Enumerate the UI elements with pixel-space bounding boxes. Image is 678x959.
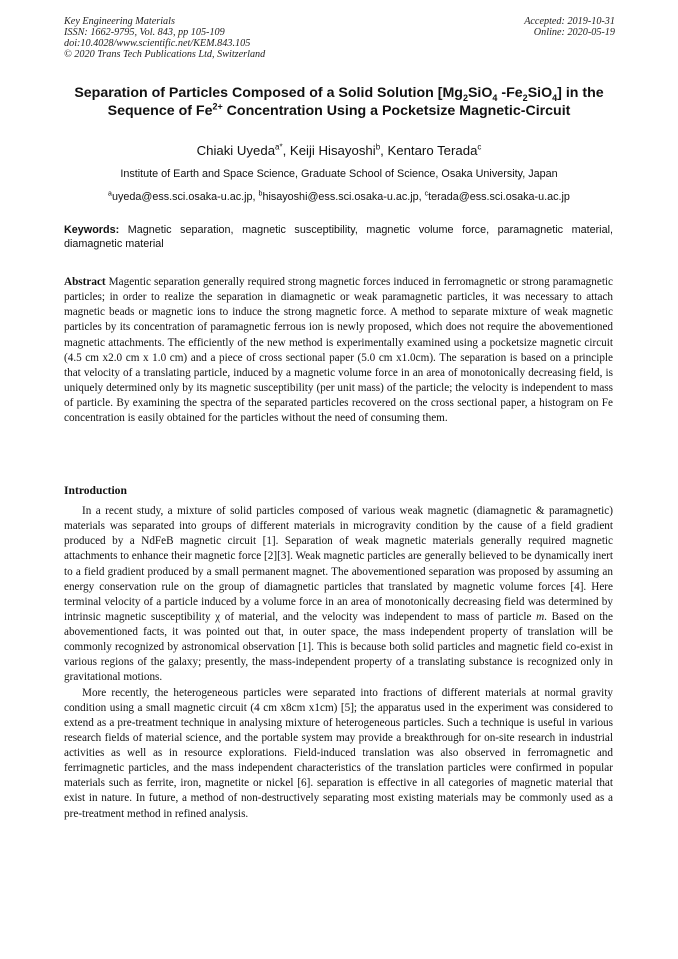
author-name: , Keiji Hisayoshi <box>282 143 376 158</box>
email-mark: a <box>108 190 112 198</box>
author-emails <box>30 190 648 204</box>
abstract-label: Abstract <box>64 276 106 288</box>
email-address[interactable]: terada@ess.sci.osaka-u.ac.jp <box>428 191 570 203</box>
email-address[interactable]: uyeda@ess.sci.osaka-u.ac.jp, <box>111 191 259 203</box>
title-text: -Fe <box>497 85 523 101</box>
keywords-block <box>64 224 613 251</box>
email-address[interactable]: hisayoshi@ess.sci.osaka-u.ac.jp, <box>262 191 425 203</box>
title-subscript: 2 <box>522 92 528 103</box>
keywords-label: Keywords: <box>64 224 120 236</box>
author-list <box>40 143 638 159</box>
online-date: Online: 2020-05-19 <box>533 27 615 38</box>
author-mark: b <box>375 142 381 152</box>
email-mark: c <box>424 190 429 198</box>
title-superscript: 2+ <box>212 101 223 112</box>
journal-info <box>64 16 265 60</box>
keywords-text: Magnetic separation, magnetic susceptibility, magnetic volume force, paramagnetic material, diamagnetic material <box>64 224 613 250</box>
publication-dates <box>524 16 615 38</box>
copyright-line: © 2020 Trans Tech Publications Ltd, Switzerland <box>64 49 266 60</box>
paragraph: More recently, the heterogeneous particles were separated into fractions of different materials at normal gravity condition using a small magnetic circuit (4 cm x8cm x1cm) [5]; the apparatus used in the experiment was considered to extend as a pre-treatment technique in analysing mixture of heterogeneous particles. Such a technique is useful in various research fields of material science, and the portable system may provide a breakthrough for on-site research in industrial activities as well as in resource explorations. Field-induced translation was also observed in ferromagnetic and ferrimagnetic particles, and the mass independent characteristics of the translation particles were confirmed in popular materials such as ferrite, iron, magnetite or nickel [6]. separation is effective in all categories of magnetic material that exist in nature. In future, a method of non-destructively separating most existing materials may be commonly used as a pre-treatment method in refined analysis. <box>64 686 613 820</box>
title-text: Separation of Particles Composed of a Solid Solution [Mg <box>74 85 463 101</box>
section-heading-introduction: Introduction <box>64 484 127 497</box>
email-mark: b <box>258 190 263 198</box>
journal-name: Key Engineering Materials <box>64 16 175 27</box>
paragraph-text: . Based on the abovementioned facts, it was pointed out that, in outer space, the mass independent property of translation will be commonly recognized by astronomical observation [1]. This is because both solid particles and magnetic field co-exist in various regions of the galaxy; presently, the mass-independent property of a translating substance is recognized only in gravitational motions. <box>64 610 613 684</box>
author-mark: a* <box>275 142 283 152</box>
title-text: SiO <box>527 85 553 101</box>
accepted-date: Accepted: 2019-10-31 <box>524 16 615 27</box>
author-name: Chiaki Uyeda <box>196 143 276 158</box>
symbol-m: m <box>536 610 545 623</box>
title-text: Concentration Using a Pocketsize Magnetic-Circuit <box>222 103 571 119</box>
paragraph <box>64 504 613 686</box>
author-name: , Kentaro Terada <box>380 143 478 158</box>
paper-title <box>40 84 638 120</box>
title-text: ] in the Sequence of Fe <box>107 85 604 119</box>
title-subscript: 4 <box>492 92 498 103</box>
author-mark: c <box>477 142 482 152</box>
title-subscript: 4 <box>552 92 558 103</box>
abstract-text: Magentic separation generally required strong magnetic forces induced in ferromagnetic or strong paramagnetic particles; in order to realize the separation in diamagnetic or weak paramagnetic particles, it was necessary to attach magnetic beads or magnetic ions to induce the strong magnetic force. A method to separate mixture of weak magnetic particles by its concentration of paramagnetic ferrous ion is newly proposed, which does not require the abovementioned magnetic attachments. The efficiently of the new method is experimentally examined using a pocketsize magnetic circuit (4.5 cm x2.0 cm x 1.0 cm) and a piece of cross sectional paper (5.0 cm x1.0cm). The separation is based on a principle that velocity of a translating particle, induced by a magnetic volume force in an area of monotonically decreasing field, is uniquely determined only by its magnetic susceptibility (per unit mass) of the particle; the velocity is independent to mass of particle. By examining the spectra of the separated particles recovered on the cross sectional paper, a histogram on Fe concentration is easily obtained for the particles without the need of consuming them. <box>64 276 613 425</box>
paragraph-text: In a recent study, a mixture of solid particles composed of various weak magnetic (diamagnetic & paramagnetic) materials was separated into groups of different materials in microgravity condition by the cause of a field gradient produced by a NdFeB magnetic circuit [1]. Separation of weak magnetic materials generally required magnetic attachments to enhance their magnetic force [2][3]. Weak magnetic particles are generally believed to be dynamically inert to a field gradient produced by a small permanent magnet. The abovementioned separation was proposed by assuming an energy conservation rule on the group of diamagnetic particles that translated by magnetic volume forces [4]. Here terminal velocity of a particle induced by a volume force in an area of monotonically decreasing field was determined by intrinsic magnetic susceptibility χ of material, and the velocity was independent to mass of particle <box>64 505 614 623</box>
title-text: SiO <box>467 85 493 101</box>
affiliation: Institute of Earth and Space Science, Graduate School of Science, Osaka University, Japan <box>120 168 558 180</box>
title-subscript: 2 <box>462 92 468 103</box>
doi-line[interactable]: doi:10.4028/www.scientific.net/KEM.843.105 <box>64 38 251 49</box>
introduction-body <box>64 504 613 822</box>
abstract-block <box>64 275 613 427</box>
issn-line: ISSN: 1662-9795, Vol. 843, pp 105-109 <box>64 27 225 38</box>
